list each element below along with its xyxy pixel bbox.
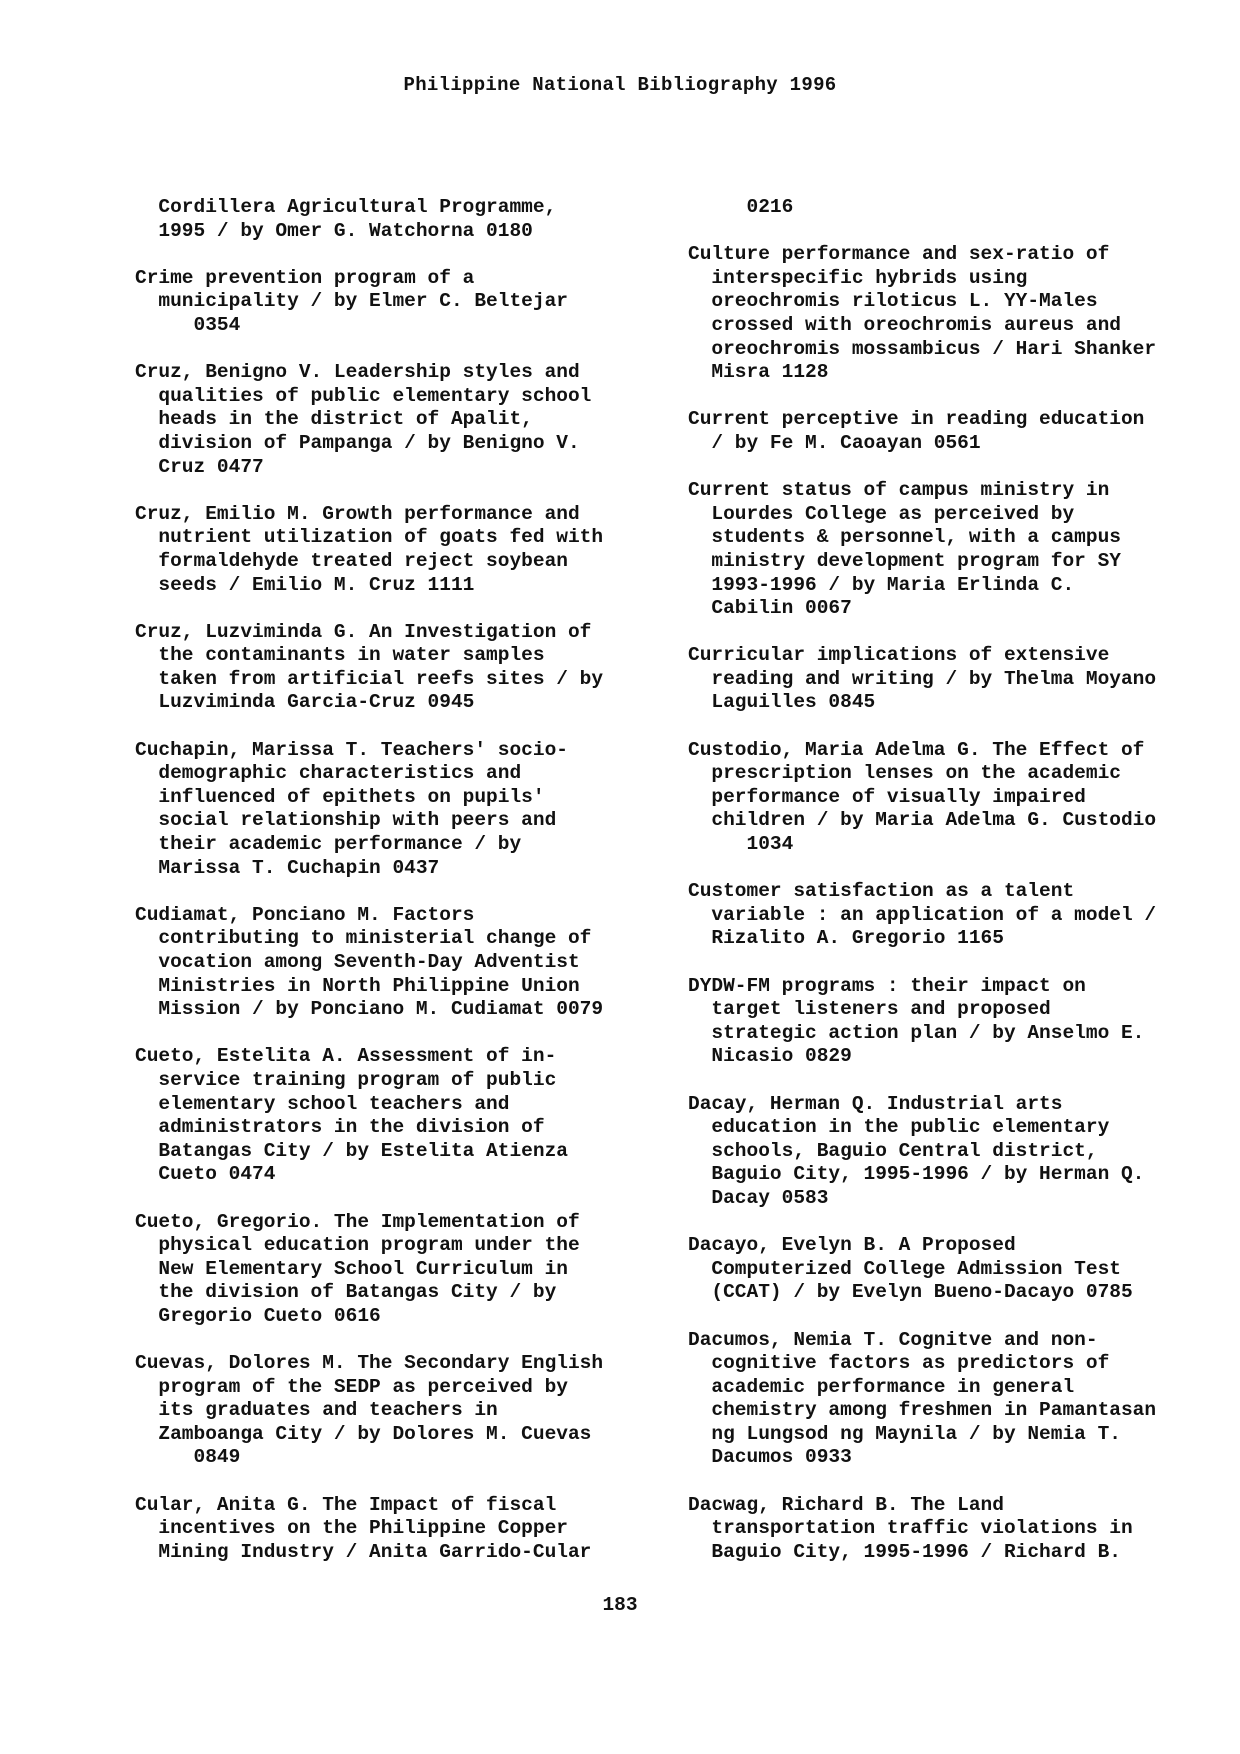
bibliography-entry bbox=[135, 267, 675, 338]
entry-line: 0354 bbox=[135, 313, 241, 336]
entry-line: Batangas City / by Estelita Atienza bbox=[135, 1139, 568, 1162]
entry-line: Customer satisfaction as a talent bbox=[688, 880, 1075, 903]
entry-line: program of the SEDP as perceived by bbox=[135, 1375, 568, 1398]
entry-line: 0216 bbox=[688, 196, 794, 218]
entry-line: Custodio, Maria Adelma G. The Effect of bbox=[688, 738, 1145, 761]
entry-line: Mining Industry / Anita Garrido-Cular bbox=[135, 1540, 592, 1563]
entry-line: municipality / by Elmer C. Beltejar bbox=[135, 290, 568, 313]
bibliography-entry bbox=[688, 479, 1228, 621]
entry-line: / by Fe M. Caoayan 0561 bbox=[688, 431, 981, 454]
entry-line: oreochromis riloticus L. YY-Males bbox=[688, 290, 1098, 313]
entry-line: Dacay 0583 bbox=[688, 1186, 829, 1209]
entry-line: Cordillera Agricultural Programme, bbox=[135, 196, 557, 218]
entry-line: transportation traffic violations in bbox=[688, 1517, 1133, 1540]
entry-line: education in the public elementary bbox=[688, 1116, 1110, 1139]
entry-line: 0849 bbox=[135, 1446, 241, 1469]
entry-line: Cruz, Emilio M. Growth performance and bbox=[135, 502, 580, 525]
left-column bbox=[135, 196, 675, 1588]
entry-line: Culture performance and sex-ratio of bbox=[688, 243, 1110, 266]
entry-line: Cruz, Luzviminda G. An Investigation of bbox=[135, 620, 592, 643]
entry-line: Zamboanga City / by Dolores M. Cuevas bbox=[135, 1422, 592, 1445]
entry-line: Cueto 0474 bbox=[135, 1163, 276, 1186]
entry-line: Current status of campus ministry in bbox=[688, 479, 1110, 502]
entry-line: Nicasio 0829 bbox=[688, 1045, 852, 1068]
entry-line: Cuevas, Dolores M. The Secondary English bbox=[135, 1352, 604, 1375]
entry-line: Dacumos, Nemia T. Cognitve and non- bbox=[688, 1328, 1098, 1351]
entry-line: division of Pampanga / by Benigno V. bbox=[135, 431, 580, 454]
entry-line: contributing to ministerial change of bbox=[135, 927, 592, 950]
entry-line: schools, Baguio Central district, bbox=[688, 1139, 1098, 1162]
entry-line: 1034 bbox=[688, 833, 794, 856]
entry-line: vocation among Seventh-Day Adventist bbox=[135, 951, 580, 973]
entry-line: strategic action plan / by Anselmo E. bbox=[688, 1021, 1145, 1044]
entry-line: Curricular implications of extensive bbox=[688, 644, 1110, 667]
bibliography-entry bbox=[688, 880, 1228, 951]
bibliography-entry bbox=[688, 644, 1228, 715]
entry-line: Dacay, Herman Q. Industrial arts bbox=[688, 1092, 1063, 1115]
entry-line: oreochromis mossambicus / Hari Shanker bbox=[688, 337, 1157, 360]
entry-line: influenced of epithets on pupils' bbox=[135, 785, 545, 808]
entry-line: qualities of public elementary school bbox=[135, 384, 592, 407]
entry-line: formaldehyde treated reject soybean bbox=[135, 549, 568, 572]
entry-line: their academic performance / by bbox=[135, 833, 522, 856]
entry-line: Laguilles 0845 bbox=[688, 691, 876, 714]
entry-line: Crime prevention program of a bbox=[135, 266, 475, 289]
entry-line: nutrient utilization of goats fed with bbox=[135, 526, 604, 549]
entry-line: Cruz, Benigno V. Leadership styles and bbox=[135, 361, 580, 384]
entry-line: children / by Maria Adelma G. Custodio bbox=[688, 809, 1157, 832]
entry-line: service training program of public bbox=[135, 1068, 557, 1091]
bibliography-entry bbox=[135, 1211, 675, 1329]
entry-line: Dacwag, Richard B. The Land bbox=[688, 1493, 1004, 1516]
entry-line: chemistry among freshmen in Pamantasan bbox=[688, 1399, 1157, 1422]
entry-line: Mission / by Ponciano M. Cudiamat 0079 bbox=[135, 998, 604, 1021]
entry-line: Current perceptive in reading education bbox=[688, 408, 1145, 431]
entry-line: prescription lenses on the academic bbox=[688, 762, 1121, 785]
entry-line: Cruz 0477 bbox=[135, 455, 264, 478]
page-number: 183 bbox=[602, 1594, 638, 1616]
bibliography-entry bbox=[135, 904, 675, 1022]
entry-line: ng Lungsod ng Maynila / by Nemia T. bbox=[688, 1422, 1121, 1445]
bibliography-entry bbox=[135, 1494, 675, 1565]
entry-line: Cudiamat, Ponciano M. Factors bbox=[135, 903, 475, 926]
entry-line: 1995 / by Omer G. Watchorna 0180 bbox=[135, 219, 533, 242]
entry-line: reading and writing / by Thelma Moyano bbox=[688, 667, 1157, 690]
bibliography-entry bbox=[135, 1352, 675, 1470]
entry-line: Cueto, Gregorio. The Implementation of bbox=[135, 1210, 580, 1233]
entry-line: interspecific hybrids using bbox=[688, 266, 1028, 289]
bibliography-entry bbox=[688, 196, 1228, 220]
entry-line: the contaminants in water samples bbox=[135, 644, 545, 667]
entry-line: Marissa T. Cuchapin 0437 bbox=[135, 856, 440, 879]
entry-line: seeds / Emilio M. Cruz 1111 bbox=[135, 573, 475, 596]
entry-line: Baguio City, 1995-1996 / by Herman Q. bbox=[688, 1163, 1145, 1186]
entry-line: Cular, Anita G. The Impact of fiscal bbox=[135, 1493, 557, 1516]
entry-line: students & personnel, with a campus bbox=[688, 526, 1121, 549]
entry-line: demographic characteristics and bbox=[135, 762, 522, 785]
entry-line: administrators in the division of bbox=[135, 1116, 545, 1139]
bibliography-entry bbox=[135, 621, 675, 715]
bibliography-entry bbox=[135, 739, 675, 881]
entry-line: cognitive factors as predictors of bbox=[688, 1352, 1110, 1375]
entry-line: heads in the district of Apalit, bbox=[135, 408, 533, 431]
entry-line: Cabilin 0067 bbox=[688, 597, 852, 620]
entry-line: 1993-1996 / by Maria Erlinda C. bbox=[688, 573, 1075, 596]
bibliography-entry bbox=[135, 361, 675, 479]
bibliography-entry bbox=[688, 1329, 1228, 1471]
bibliography-entry bbox=[688, 1494, 1228, 1565]
entry-line: DYDW-FM programs : their impact on bbox=[688, 974, 1086, 997]
bibliography-entry bbox=[688, 975, 1228, 1069]
entry-line: Lourdes College as perceived by bbox=[688, 502, 1075, 525]
entry-line: taken from artificial reefs sites / by bbox=[135, 667, 604, 690]
entry-line: Rizalito A. Gregorio 1165 bbox=[688, 927, 1004, 950]
bibliography-entry bbox=[688, 1093, 1228, 1211]
entry-line: social relationship with peers and bbox=[135, 809, 557, 832]
entry-line: Cuchapin, Marissa T. Teachers' socio- bbox=[135, 738, 568, 761]
entry-line: incentives on the Philippine Copper bbox=[135, 1517, 568, 1540]
entry-line: target listeners and proposed bbox=[688, 998, 1051, 1021]
entry-line: (CCAT) / by Evelyn Bueno-Dacayo 0785 bbox=[688, 1281, 1133, 1304]
entry-line: Dacayo, Evelyn B. A Proposed bbox=[688, 1234, 1016, 1257]
entry-line: elementary school teachers and bbox=[135, 1092, 510, 1115]
entry-line: its graduates and teachers in bbox=[135, 1399, 498, 1422]
entry-line: Luzviminda Garcia-Cruz 0945 bbox=[135, 691, 475, 714]
entry-line: ministry development program for SY bbox=[688, 549, 1121, 572]
bibliography-entry bbox=[135, 1045, 675, 1187]
bibliography-entry bbox=[135, 503, 675, 597]
page-header: Philippine National Bibliography 1996 bbox=[403, 74, 837, 96]
right-column bbox=[688, 196, 1228, 1588]
entry-line: Misra 1128 bbox=[688, 361, 829, 384]
bibliography-entry bbox=[688, 243, 1228, 385]
entry-line: the division of Batangas City / by bbox=[135, 1281, 557, 1304]
bibliography-entry bbox=[688, 1234, 1228, 1305]
entry-line: variable : an application of a model / bbox=[688, 903, 1157, 926]
entry-line: academic performance in general bbox=[688, 1375, 1075, 1398]
entry-line: physical education program under the bbox=[135, 1234, 580, 1257]
entry-line: performance of visually impaired bbox=[688, 785, 1086, 808]
entry-line: Gregorio Cueto 0616 bbox=[135, 1304, 381, 1327]
entry-line: Dacumos 0933 bbox=[688, 1446, 852, 1469]
entry-line: crossed with oreochromis aureus and bbox=[688, 313, 1121, 336]
bibliography-entry bbox=[135, 196, 675, 243]
entry-line: Computerized College Admission Test bbox=[688, 1257, 1121, 1280]
entry-line: Cueto, Estelita A. Assessment of in- bbox=[135, 1045, 557, 1068]
entry-line: Ministries in North Philippine Union bbox=[135, 974, 580, 997]
entry-line: New Elementary School Curriculum in bbox=[135, 1257, 568, 1280]
bibliography-entry bbox=[688, 408, 1228, 455]
bibliography-entry bbox=[688, 739, 1228, 857]
entry-line: Baguio City, 1995-1996 / Richard B. bbox=[688, 1540, 1121, 1563]
